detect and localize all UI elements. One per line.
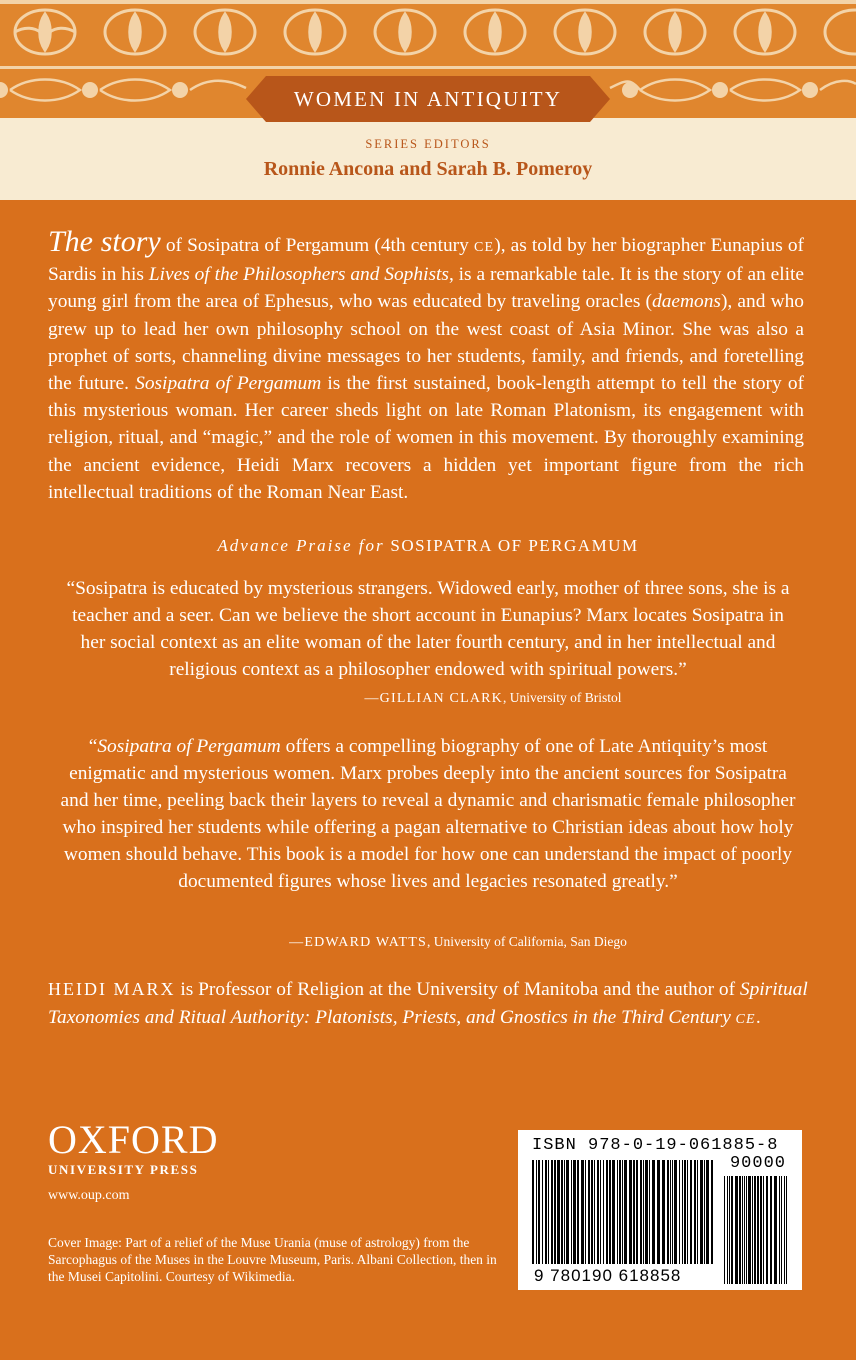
- publisher-url[interactable]: www.oup.com: [48, 1188, 130, 1203]
- praise-heading: [0, 536, 856, 556]
- cover-image-credit: Cover Image: Part of a relief of the Muse Urania (muse of astrology) from the Sarcophagus of the Muses in the Louvre Museum, Paris. Albani Collection, then in the Musei Capitolini. Courtesy of Wikimedia.: [48, 1235, 497, 1284]
- attribution-affiliation: , University of California, San Diego: [427, 934, 627, 949]
- praise-attribution-2: [0, 934, 856, 951]
- praise-heading-italic: Advance Praise for: [217, 536, 385, 555]
- isbn-barcode: [518, 1130, 802, 1290]
- barcode-digits: 9 780190 618858: [534, 1266, 682, 1285]
- series-banner: [246, 76, 610, 122]
- author-bio-text: is Professor of Religion at the University of Manitoba and the author of: [175, 979, 740, 1000]
- publisher-name: OXFORD: [48, 1117, 219, 1162]
- author-book-ce: CE: [730, 1012, 756, 1027]
- blurb-daemons: daemons: [652, 291, 721, 313]
- blurb-text: ), and who grew up to lead her own philosophy school on the west coast of Asia Minor. She was also a prophet of sorts, channeling divine messages to her students, family, and friends, and foretelling the future.: [48, 291, 804, 395]
- series-title: WOMEN IN ANTIQUITY: [293, 87, 563, 111]
- attribution-name: —GILLIAN CLARK: [364, 691, 503, 706]
- blurb-text: of Sosipatra of Pergamum (4th century: [160, 235, 474, 256]
- author-book-title: Spiritual Taxonomies and Ritual Authority: Platonists, Priests, and Gnostics in the Third Century: [48, 979, 808, 1028]
- isbn-text: ISBN 978-0-19-061885-8: [532, 1136, 779, 1155]
- blurb-ce: CE: [473, 240, 495, 255]
- quote-mark: “: [88, 736, 98, 757]
- praise-quote-2: [60, 733, 796, 895]
- blurb-text: ), as told by her biographer Eunapius of Sardis in his: [48, 235, 804, 286]
- series-editors: Ronnie Ancona and Sarah B. Pomeroy: [263, 158, 593, 180]
- blurb-work-title: Lives of the Philosophers and Sophists: [148, 264, 449, 286]
- price-code: 90000: [729, 1154, 786, 1173]
- attribution-affiliation: , University of Bristol: [503, 690, 622, 705]
- author-bio: [48, 975, 808, 1034]
- quote-text: offers a compelling biography of one of Late Antiquity’s most enigmatic and mysterious women. Marx probes deeply into the ancient sources for Sosipatra and her time, peeling back their layers to reveal a dynamic and charismatic female philosopher who inspired her students while offering a pagan alternative to Christian ideas about how holy women should behave. This book is a model for how one can understand the impact of poorly documented figures whose lives and legacies resonated greatly.”: [60, 736, 796, 892]
- publisher-press: UNIVERSITY PRESS: [48, 1162, 199, 1177]
- series-editors-label: SERIES EDITORS: [365, 137, 491, 151]
- praise-attribution-1: [0, 690, 856, 707]
- publisher-logo: [48, 1117, 219, 1178]
- blurb-book-title: Sosipatra of Pergamum: [135, 373, 322, 395]
- blurb-text: , is a remarkable tale. It is the story of an elite young girl from the area of Ephesus, who was educated by traveling oracles (: [48, 264, 805, 313]
- author-bio-end: .: [755, 1007, 761, 1028]
- attribution-name: —EDWARD WATTS: [289, 935, 427, 950]
- blurb-text: is the first sustained, book-length attempt to tell the story of this mysterious woman. Her career sheds light on late Roman Platonism, its engagement with religion, ritual, and “magic,” and the role of women in this movement. By thoroughly examining the ancient evidence, Heidi Marx recovers a hidden yet important figure from the rich intellectual traditions of the Roman Near East.: [48, 373, 805, 503]
- book-description: [48, 225, 805, 506]
- blurb-lead: The story: [48, 225, 161, 258]
- author-name: HEIDI MARX: [48, 979, 176, 999]
- quote-book-title: Sosipatra of Pergamum: [97, 736, 281, 757]
- praise-heading-title: SOSIPATRA OF PERGAMUM: [390, 536, 639, 555]
- praise-quote-1: “Sosipatra is educated by mysterious strangers. Widowed early, mother of three sons, she is a teacher and a seer. Can we believe the short account in Eunapius? Marx locates Sosipatra in her social context as an elite woman of the later fourth century, and in her intellectual and religious context as a philosopher endowed with spiritual powers.”: [66, 578, 790, 680]
